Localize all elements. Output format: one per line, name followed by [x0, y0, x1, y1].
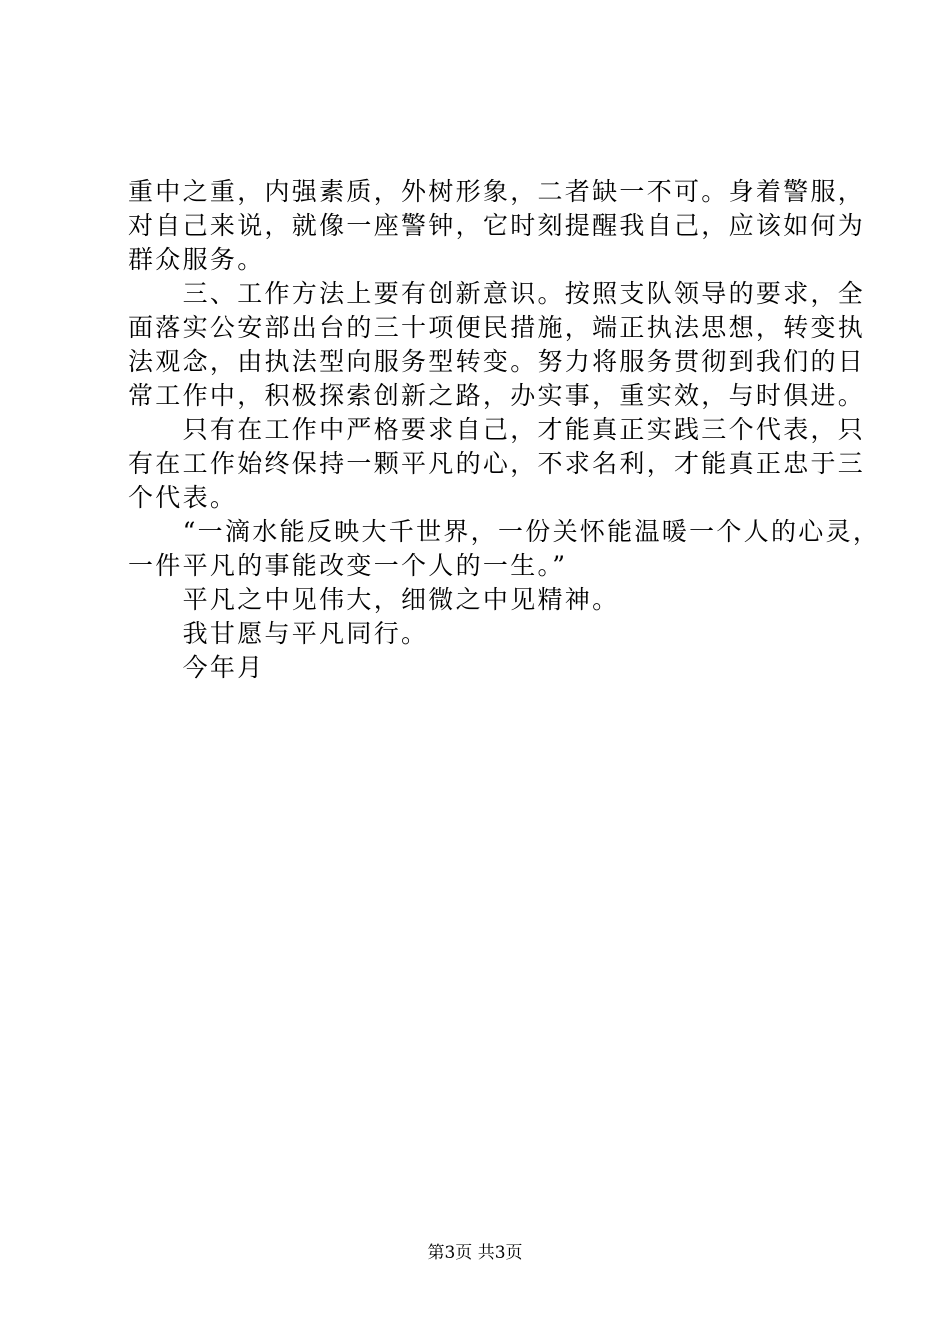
text-line: 面落实公安部出台的三十项便民措施，端正执法思想，转变执: [128, 313, 866, 342]
text-line: “一滴水能反映大千世界，一份关怀能温暖一个人的心灵，: [128, 517, 881, 546]
text-line: 有在工作始终保持一颗平凡的心，不求名利，才能真正忠于三: [128, 449, 866, 478]
text-line: 对自己来说，就像一座警钟，它时刻提醒我自己，应该如何为: [128, 211, 866, 240]
text-line: 重中之重，内强素质，外树形象，二者缺一不可。身着警服，: [128, 177, 866, 206]
document-body: [128, 175, 881, 685]
text-line: 一件平凡的事能改变一个人的一生。”: [128, 551, 568, 580]
text-line: 群众服务。: [128, 245, 265, 274]
page-number: 第3页 共3页: [427, 1243, 523, 1263]
page-footer: [0, 1242, 950, 1264]
text-line: 平凡之中见伟大，细微之中见精神。: [128, 585, 620, 614]
text-line: 只有在工作中严格要求自己，才能真正实践三个代表，只: [128, 415, 866, 444]
text-line: 我甘愿与平凡同行。: [128, 619, 429, 648]
text-line: 常工作中，积极探索创新之路，办实事，重实效，与时俱进。: [128, 381, 866, 410]
text-line: 法观念，由执法型向服务型转变。努力将服务贯彻到我们的日: [128, 347, 866, 376]
text-line: 个代表。: [128, 483, 238, 512]
text-line: 今年月: [128, 653, 265, 682]
text-line: 三、工作方法上要有创新意识。按照支队领导的要求，全: [128, 279, 866, 308]
